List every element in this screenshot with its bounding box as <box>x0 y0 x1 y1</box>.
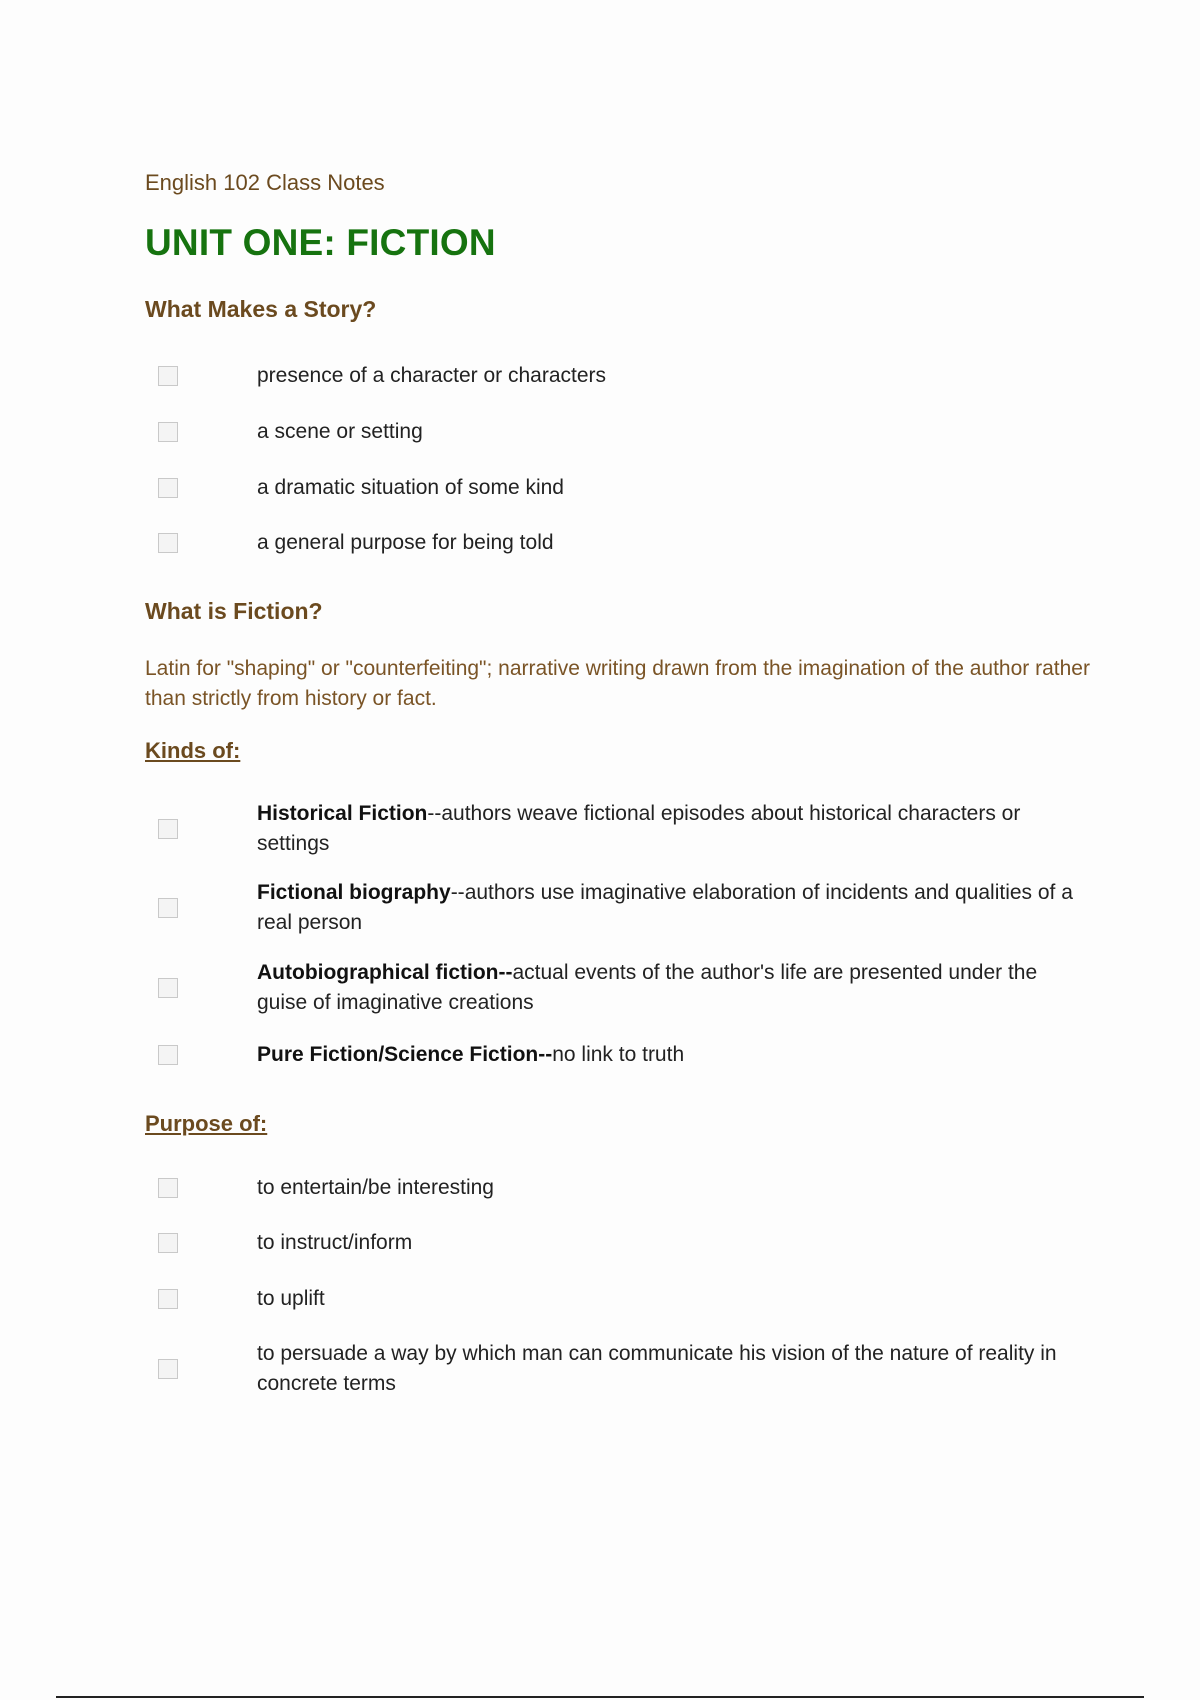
kind-term: Autobiographical fiction-- <box>257 961 513 984</box>
kinds-list-item <box>158 958 1078 1018</box>
checkbox[interactable] <box>158 533 178 553</box>
checkbox[interactable] <box>158 978 178 998</box>
checkbox[interactable] <box>158 898 178 918</box>
checkbox[interactable] <box>158 1178 178 1198</box>
course-label: English 102 Class Notes <box>145 170 385 195</box>
checkbox[interactable] <box>158 1359 178 1379</box>
fiction-heading: What is Fiction? <box>145 598 323 624</box>
purpose-list-item <box>158 1339 1078 1399</box>
checkbox[interactable] <box>158 819 178 839</box>
kind-term: Pure Fiction/Science Fiction-- <box>257 1043 553 1066</box>
list-item-text: a general purpose for being told <box>257 531 554 554</box>
list-item-text: to instruct/inform <box>257 1231 413 1254</box>
story-list-item <box>158 473 1078 503</box>
story-list-item <box>158 417 1078 447</box>
list-item-text <box>257 799 1078 859</box>
kinds-list-item <box>158 878 1078 938</box>
list-item-text: a dramatic situation of some kind <box>257 476 564 499</box>
kinds-list-item <box>158 1040 1078 1070</box>
fiction-definition: Latin for "shaping" or "counterfeiting"; narrative writing drawn from the imagination of the author rather than strictly from history or fact. <box>145 657 1090 710</box>
purpose-list-item <box>158 1284 1078 1314</box>
list-item-text: to entertain/be interesting <box>257 1176 494 1199</box>
footer-divider <box>56 1696 1144 1698</box>
checkbox[interactable] <box>158 1289 178 1309</box>
list-item-text <box>257 878 1078 938</box>
list-item-text: to uplift <box>257 1287 325 1310</box>
checkbox[interactable] <box>158 366 178 386</box>
story-heading: What Makes a Story? <box>145 296 377 322</box>
kind-term: Fictional biography <box>257 881 451 904</box>
kind-term: Historical Fiction <box>257 802 428 825</box>
checkbox[interactable] <box>158 1045 178 1065</box>
kind-separator: -- <box>450 881 465 904</box>
kind-description: authors use imaginative elaboration of incidents and qualities of a real person <box>257 881 1073 934</box>
story-list-item <box>158 528 1078 558</box>
kind-description: authors weave fictional episodes about historical characters or settings <box>257 802 1021 855</box>
list-item-text: to persuade a way by which man can communicate his vision of the nature of reality in concrete terms <box>257 1342 1057 1395</box>
list-item-text: a scene or setting <box>257 420 423 443</box>
kind-separator: -- <box>427 802 442 825</box>
unit-title: UNIT ONE: FICTION <box>145 222 496 263</box>
kinds-list-item <box>158 799 1078 859</box>
checkbox[interactable] <box>158 422 178 442</box>
story-list-item <box>158 361 1078 391</box>
purpose-list-item <box>158 1228 1078 1258</box>
purpose-heading: Purpose of: <box>145 1111 268 1136</box>
list-item-text: presence of a character or characters <box>257 364 607 387</box>
checkbox[interactable] <box>158 1233 178 1253</box>
list-item-text <box>257 958 1078 1018</box>
list-item-text <box>257 1040 684 1070</box>
kind-description: no link to truth <box>552 1043 685 1066</box>
kinds-heading: Kinds of: <box>145 738 241 763</box>
checkbox[interactable] <box>158 478 178 498</box>
purpose-list-item <box>158 1173 1078 1203</box>
kind-description: actual events of the author's life are presented under the guise of imaginative creations <box>257 961 1038 1014</box>
